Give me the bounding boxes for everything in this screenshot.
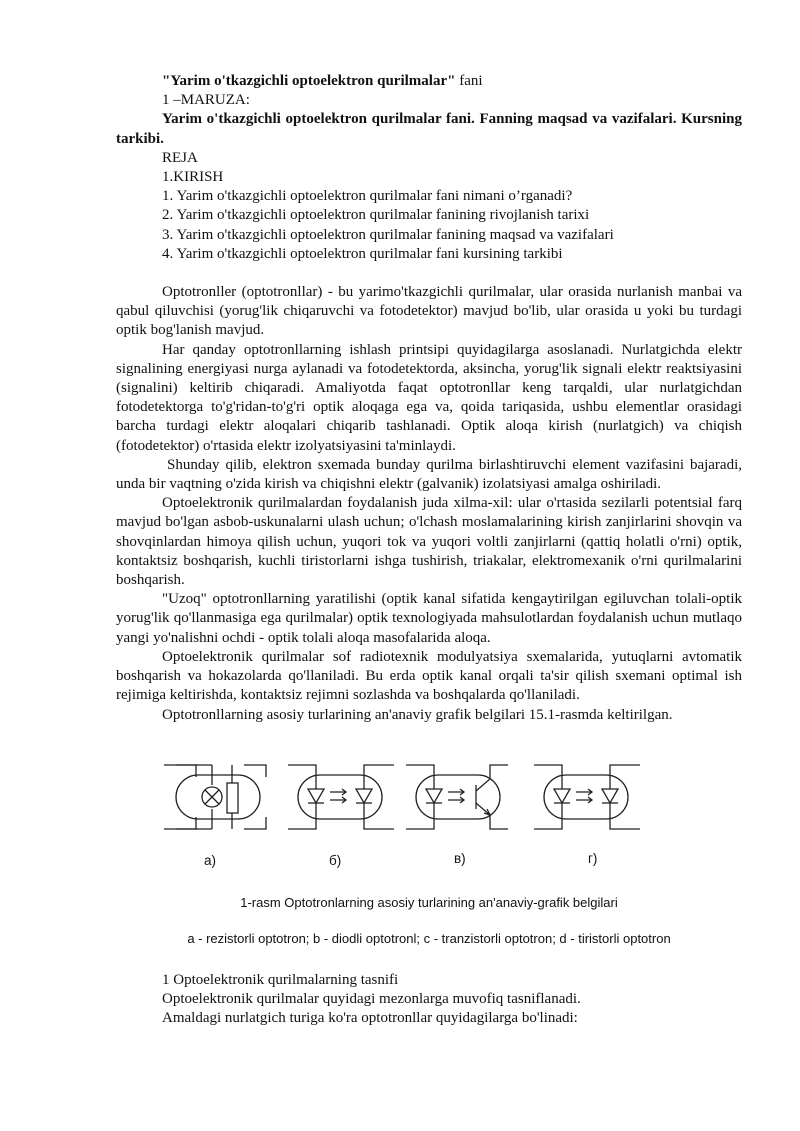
section-line: Amaldagi nurlatgich turiga ko'ra optotronllar quyidagilarga bo'linadi: <box>162 1010 578 1027</box>
diode-optotron-symbol <box>288 765 394 829</box>
lecture-topic: Yarim o'tkazgichli optoelektron qurilmalar fani. Fanning maqsad va vazifalari. Kursning tarkibi. <box>116 111 742 147</box>
resistor-optotron-symbol <box>164 765 266 829</box>
plan-intro: 1.KIRISH <box>162 169 224 186</box>
body-paragraph: Shunday qilib, elektron sxemada bunday qurilma birlashtiruvchi element vazifasini bajaradi, unda bir vaqtning o'zida kirish va chiqishni elektr (galvanik) izolatsiyasi amalga oshiriladi. <box>116 456 742 493</box>
plan-item: 4. Yarim o'tkazgichli optoelektron qurilmalar fani kursining tarkibi <box>162 245 563 262</box>
body-paragraph: Optoelektronik qurilmalar sof radiotexnik modulyatsiya sxemalarida, yutuqlarni avtomatik boshqarish va hokazolarda qo'llaniladi. Bu erda optik kanal orqali ta'sir qilish sxemani optimal ish rejimiga keltirishda, kontaktsiz rejimni sozlashda va boshqalarda qo'llaniladi. <box>116 648 742 704</box>
optotron-symbols-figure <box>116 755 742 945</box>
figure-label-b: б) <box>329 852 342 868</box>
body-paragraph: Optoelektronik qurilmalardan foydalanish juda xilma-xil: ular o'rtasida sezilarli potentsial farq mavjud bo'lgan asbob-uskunalarni ulash uchun; o'lchash moslamalarining kirish zanjirlarini shovqin va shovqinlardan himoya qilish uchun, yuqori tok va yuqori voltli zanjirlarni (qattiq holatli o'rni) optik, kontaktsiz boshqarish, kuchli tiristorlarni ishga tushirish, triakalar, elektromexanik o'rni qurilmalarini boshqarish. <box>116 495 742 589</box>
plan-item: 1. Yarim o'tkazgichli optoelektron qurilmalar fani nimani o’rganadi? <box>162 188 573 205</box>
thyristor-optotron-symbol <box>534 765 640 829</box>
classification-section <box>116 971 742 1029</box>
plan-title: REJA <box>162 149 198 166</box>
body-paragraph: Optotronller (optotronllar) - bu yarimo'tkazgichli qurilmalar, ular orasida nurlanish manbai va qabul qiluvchisi (yorug'lik chiqaruvchi va fotodetektor) mavjud bo'lib, ular orasida u yoki bu turdagi optik bog'lanish mavjud. <box>116 284 742 339</box>
lecture-number: 1 –MARUZA: <box>162 92 250 109</box>
section-heading: 1 Optoelektronik qurilmalarning tasnifi <box>162 971 399 988</box>
section-line: Optoelektronik qurilmalar quyidagi mezonlarga muvofiq tasniflanadi. <box>162 990 581 1007</box>
subject-title <box>162 72 742 91</box>
document-page <box>116 72 742 1028</box>
figure-legend: a - rezistorli optotron; b - diodli optotronl; c - tranzistorli optotron; d - tiristorli optotron <box>187 930 671 946</box>
figure-label-c: в) <box>454 850 466 866</box>
subject-name: "Yarim o'tkazgichli optoelektron qurilmalar" <box>162 73 456 89</box>
figure-caption: 1-rasm Optotronlarning asosiy turlarining an'anaviy-grafik belgilari <box>240 894 618 910</box>
subject-suffix: fani <box>455 73 483 89</box>
plan-item: 2. Yarim o'tkazgichli optoelektron qurilmalar fanining rivojlanish tarixi <box>162 207 590 224</box>
figure-label-a: а) <box>204 852 217 868</box>
body-paragraph: "Uzoq" optotronllarning yaratilishi (optik kanal sifatida kengaytirilgan egiluvchan tolali-optik yorug'lik qo'llanmasiga ega qurilmalar) optik texnologiyada mahsulotlardan foydalanish uchun mutlaqo yangi yo'nalishni ochdi - optik tolali aloqa masofalarida aloqa. <box>116 591 742 646</box>
transistor-optotron-symbol <box>406 765 508 829</box>
body-paragraph: Optotronllarning asosiy turlarining an'anaviy grafik belgilari 15.1-rasmda keltirilgan. <box>162 706 673 723</box>
figure-label-d: г) <box>588 850 598 866</box>
plan-item: 3. Yarim o'tkazgichli optoelektron qurilmalar fanining maqsad va vazifalari <box>162 226 614 243</box>
body-paragraph: Har qanday optotronllarning ishlash printsipi quyidagilarga asoslanadi. Nurlatgichda elektr signalining energiyasi nurga aylanadi va fotodetektorda, aksincha, yorug'lik signali elektr reaktsiyasini (signalini) keltirib chiqaradi. Amaliyotda faqat optotronllar keng tarqaldi, ular nurlatgichdan fotodetektorga to'g'ridan-to'g'ri optik aloqaga ega va, qoida tariqasida, ushbu elementlar orasidagi barcha turdagi elektr aloqalari chiqarib tashlanadi. Optik aloqa kirish (nurlatgich) va chiqish (fotodetektor) o'rtasida elektr izolyatsiyasini ta'minlaydi. <box>116 341 742 454</box>
optotron-symbols-drawing <box>116 755 742 865</box>
